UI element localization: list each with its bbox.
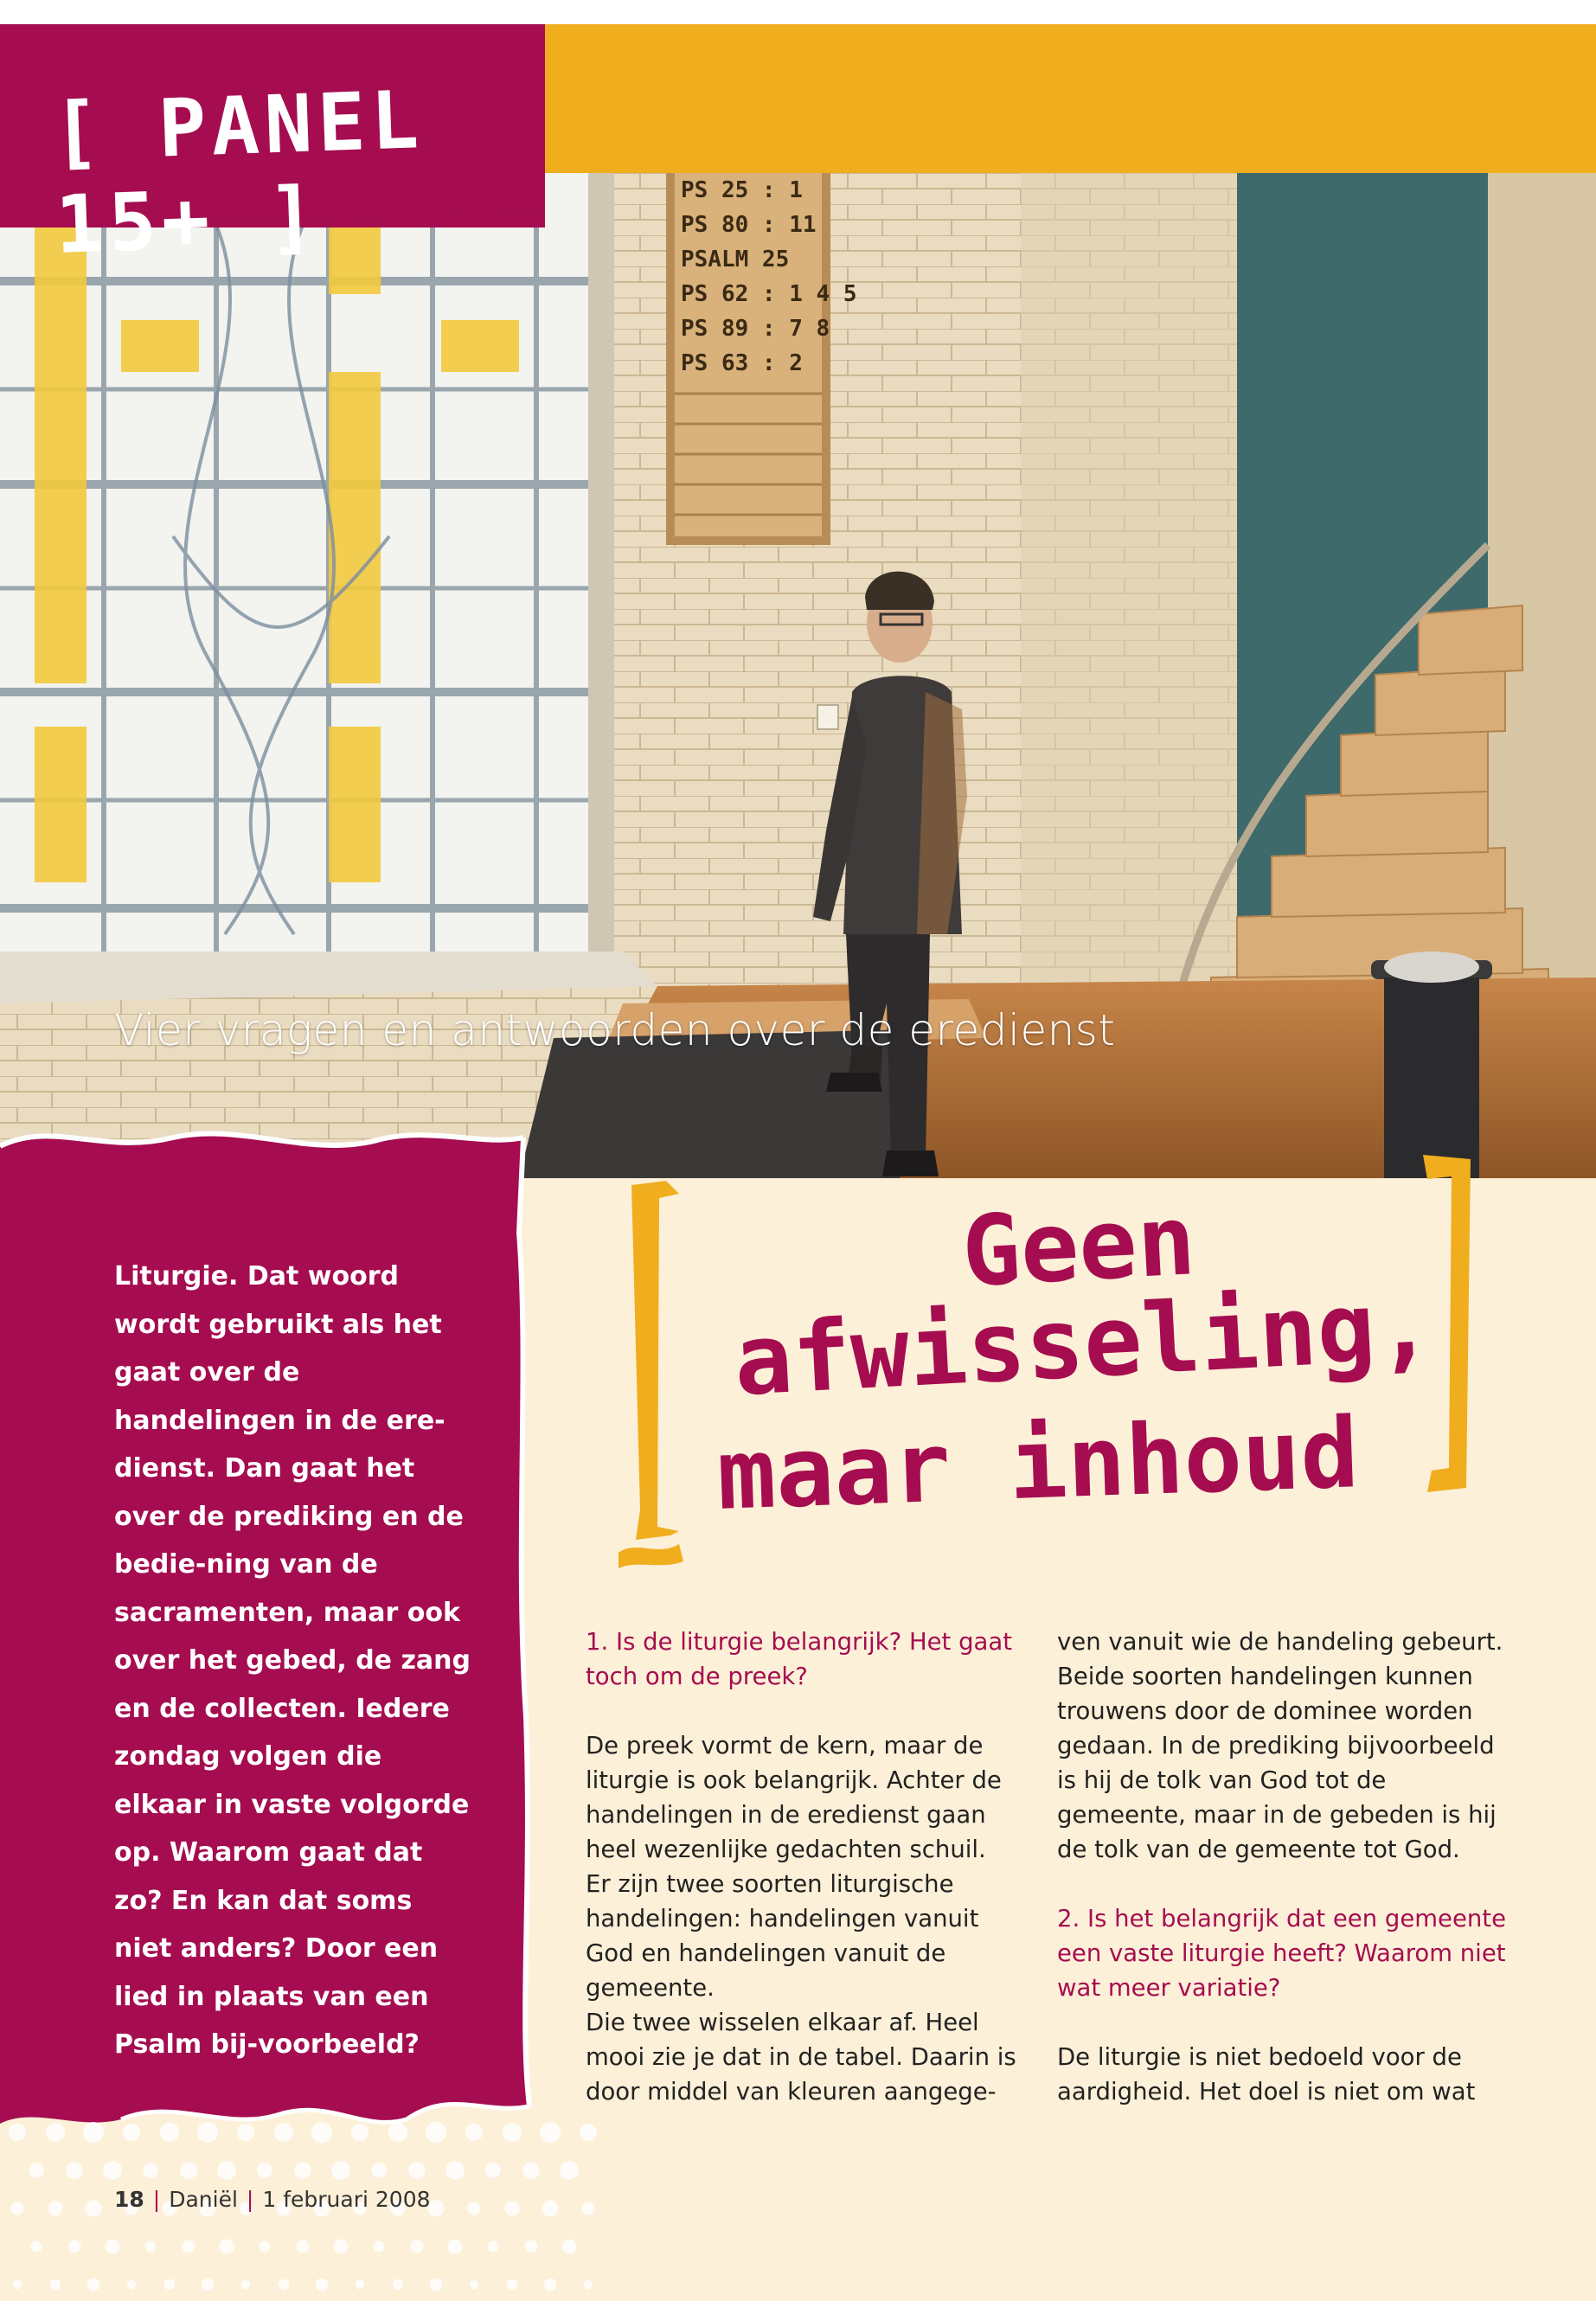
decorative-dot: [371, 2163, 387, 2178]
decorative-dot: [540, 2122, 561, 2143]
decorative-dot: [29, 2163, 44, 2178]
answer-1-continued: ven vanuit wie de handeling gebeurt. Beide soorten handelingen kunnen trouwens door de dominee worden gedaan. In de prediking bijvoorbeeld is hij de tolk van God tot de gemeente, maar in de gebeden is hij de tolk van de gemeente tot God.: [1057, 1628, 1503, 1863]
decorative-dot: [351, 2124, 369, 2141]
decorative-dot: [311, 2122, 332, 2143]
decorative-dot: [46, 2123, 65, 2142]
decorative-dot: [544, 2279, 556, 2291]
headline-line-2: maar inhoud: [715, 1397, 1361, 1532]
decorative-dot: [584, 2280, 593, 2289]
decorative-dot: [331, 2161, 350, 2180]
decorative-dot: [279, 2279, 289, 2290]
decorative-dot: [9, 2124, 26, 2141]
decorative-dot: [217, 2161, 236, 2180]
question-2: 2. Is het belangrijk dat een gemeente een vaste liturgie heeft? Waarom niet wat meer variatie?: [1057, 1905, 1507, 2002]
decorative-dot: [241, 2280, 250, 2289]
decorative-dot: [316, 2279, 328, 2291]
decorative-dot: [183, 2240, 195, 2253]
decorative-dot: [467, 2202, 480, 2214]
decorative-dot: [127, 2280, 136, 2289]
header-magenta-block: [0, 24, 545, 272]
issue-date: 1 februari 2008: [262, 2187, 431, 2212]
decorative-dot: [542, 2200, 558, 2216]
decorative-dot: [411, 2240, 424, 2253]
decorative-dot: [430, 2279, 442, 2291]
intro-text: Liturgie. Dat woord wordt gebruikt als het gaat over de handelingen in de ere-dienst. Dan gaat het over de prediking en de bedie-ning van de sacramenten, maar ook over het gebed, de zang en de collecten. Iedere zondag volgen die elkaar in vaste volgorde op. Waarom gaat dat zo? En kan dat soms niet anders? Door een lied in plaats van een Psalm bij-voorbeeld?: [114, 1261, 471, 2060]
decorative-dot: [448, 2240, 463, 2254]
decorative-dot: [31, 2241, 42, 2253]
decorative-dot: [522, 2162, 540, 2179]
decorative-dot: [10, 2202, 23, 2214]
answer-1-paragraph-2: Die twee wisselen elkaar af. Heel mooi zie je dat in de tabel. Daarin is door middel van kleuren aangege-: [586, 2009, 1016, 2106]
decorative-dot: [68, 2240, 81, 2253]
decorative-dot: [66, 2162, 83, 2179]
decorative-dot: [87, 2279, 99, 2291]
hymn-board-row-1: PS 25 : 1: [681, 177, 803, 203]
decorative-dot: [85, 2200, 101, 2216]
decorative-dot: [260, 2241, 271, 2253]
decorative-dot: [297, 2240, 310, 2253]
hymn-board-row-5: PS 89 : 7 8: [681, 316, 830, 342]
magazine-name: Daniël: [169, 2187, 238, 2212]
decorative-dot: [294, 2162, 311, 2179]
answer-2-paragraph-1: De liturgie is niet bedoeld voor de aardigheid. Het doel is niet om wat: [1057, 2043, 1476, 2106]
decorative-dot: [374, 2241, 385, 2253]
hymn-board-row-2: PS 80 : 11: [681, 212, 817, 238]
decorative-dot: [143, 2163, 158, 2178]
decorative-dot: [503, 2123, 522, 2142]
section-label: [ PANEL 15+ ]: [50, 73, 426, 272]
decorative-dot: [580, 2124, 597, 2141]
photo-caption: Vier vragen en antwoorden over de eredienst: [114, 1005, 1116, 1055]
decorative-dot: [485, 2163, 501, 2178]
decorative-dot: [50, 2279, 61, 2290]
top-margin: [0, 0, 1596, 24]
page-footer: 18 | Daniël | 1 februari 2008: [114, 2187, 431, 2212]
hymn-board-row-3: PSALM 25: [681, 247, 790, 272]
decorative-dot: [356, 2280, 364, 2289]
decorative-dot: [465, 2124, 483, 2141]
decorative-dot: [160, 2123, 179, 2142]
decorative-dot: [106, 2240, 120, 2254]
decorative-dot: [257, 2163, 272, 2178]
decorative-dot: [581, 2202, 594, 2214]
decorative-dot: [180, 2162, 197, 2179]
header-orange-band: [536, 24, 1596, 173]
hymn-board-row-4: PS 62 : 1 4 5: [681, 281, 857, 307]
decorative-dot: [274, 2123, 293, 2142]
decorative-dot: [83, 2122, 104, 2143]
answer-1-paragraph-1: De preek vormt de kern, maar de liturgie is ook belangrijk. Achter de handelingen in de eredienst gaan heel wezenlijke gedachten schuil. Er zijn twee soorten liturgische handelingen: handelingen vanuit God en handelingen vanuit de gemeente.: [586, 1732, 1002, 2002]
page-number: 18: [114, 2187, 144, 2212]
decorative-dot: [103, 2161, 122, 2180]
decorative-dot: [202, 2279, 214, 2291]
article-column-2: [1057, 1625, 1507, 2109]
question-1: 1. Is de liturgie belangrijk? Het gaat toch om de preek?: [586, 1628, 1013, 1690]
decorative-dot: [426, 2122, 446, 2143]
decorative-dot: [560, 2161, 579, 2180]
decorative-dot: [237, 2124, 254, 2141]
hymn-board-row-6: PS 63 : 2: [681, 350, 803, 376]
decorative-dot: [393, 2279, 403, 2290]
decorative-dot: [504, 2201, 519, 2215]
decorative-dot: [408, 2162, 426, 2179]
decorative-dot: [488, 2241, 499, 2253]
decorative-dot: [507, 2279, 517, 2290]
decorative-dot: [164, 2279, 175, 2290]
decorative-dot: [123, 2124, 140, 2141]
headline: [606, 1184, 1522, 1532]
headline-line-1: Geen afwisseling,: [731, 1184, 1437, 1419]
decorative-dot: [220, 2240, 234, 2254]
decorative-dot: [525, 2240, 538, 2253]
decorative-dot: [145, 2241, 157, 2253]
decorative-dot: [388, 2123, 407, 2142]
decorative-dot: [334, 2240, 349, 2254]
article-column-1: [586, 1625, 1018, 2109]
decorative-dot: [197, 2122, 218, 2143]
decorative-dot: [445, 2161, 465, 2180]
decorative-dot: [48, 2201, 62, 2215]
decorative-dot: [562, 2240, 577, 2254]
decorative-dot: [13, 2280, 22, 2289]
decorative-dot: [470, 2280, 478, 2289]
